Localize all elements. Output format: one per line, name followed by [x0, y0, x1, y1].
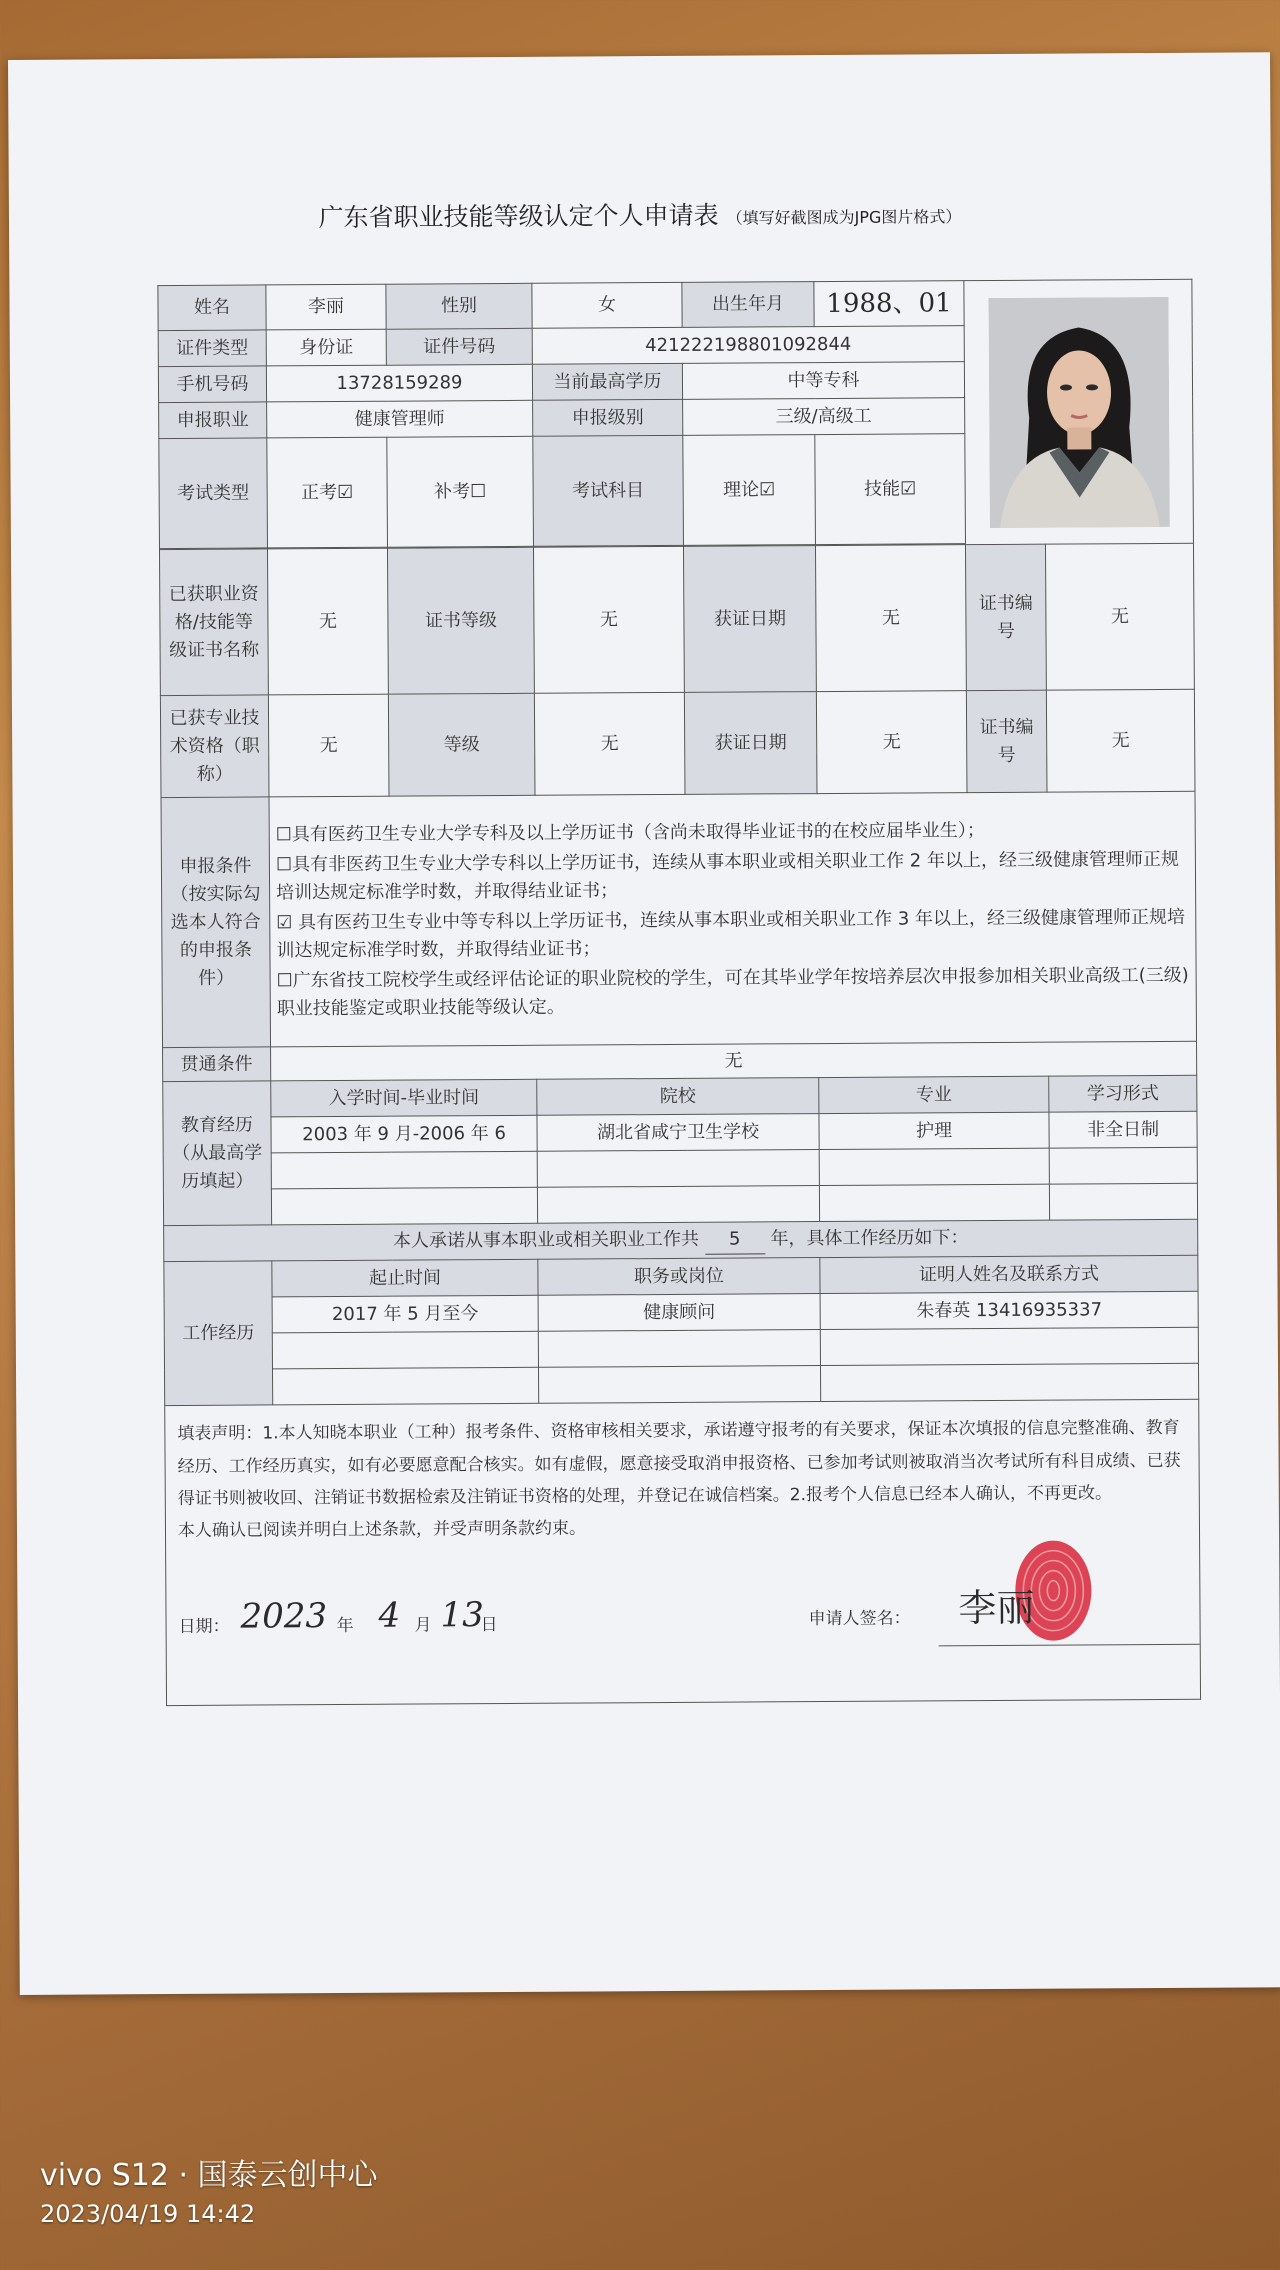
exam-subject-theory: 理论☑ — [683, 435, 816, 546]
edu-header-period: 入学时间-毕业时间 — [271, 1080, 537, 1118]
work-reference: 朱春英 13416935337 — [820, 1292, 1198, 1330]
exam-type-makeup: 补考☐ — [387, 437, 534, 548]
form-title — [9, 192, 1271, 236]
conditions-label: 申报条件（按实际勾选本人符合的申报条件） — [161, 797, 271, 1048]
signature-value: 李丽 — [958, 1586, 1035, 1631]
edu-header-major: 专业 — [819, 1076, 1049, 1113]
vocational-level-value: 无 — [533, 547, 684, 694]
camera-datetime-stamp: 2023/04/19 14:42 — [40, 2200, 256, 2228]
vocational-cert-no-value: 无 — [1045, 544, 1194, 691]
vocational-cert-no-label: 证书编号 — [965, 544, 1046, 690]
work-header-reference: 证明人姓名及联系方式 — [820, 1256, 1198, 1294]
gender-value: 女 — [532, 282, 682, 328]
work-label: 工作经历 — [164, 1261, 273, 1406]
work-header-position: 职务或岗位 — [538, 1258, 820, 1296]
edu-major: 护理 — [819, 1112, 1049, 1149]
id-no-value: 421222198801092844 — [532, 326, 964, 365]
work-period: 2017 年 5 月至今 — [272, 1296, 538, 1334]
tech-date-label: 获证日期 — [684, 692, 817, 795]
tech-cert-no-label: 证书编号 — [966, 690, 1047, 792]
level-value: 三级/高级工 — [683, 398, 965, 436]
declaration-cell — [165, 1400, 1201, 1706]
exam-subject-label: 考试科目 — [533, 436, 684, 547]
signature-row — [178, 1567, 1187, 1653]
name-value: 李丽 — [266, 284, 386, 330]
id-no-label: 证件号码 — [386, 329, 532, 366]
vocational-date-value: 无 — [815, 545, 966, 692]
tech-level-value: 无 — [534, 693, 685, 796]
edu-header-mode: 学习形式 — [1049, 1076, 1197, 1113]
commitment-prefix: 本人承诺从事本职业或相关职业工作共 — [392, 1229, 700, 1253]
signature-label: 申请人签名： — [808, 1608, 911, 1630]
tech-cert-no-value: 无 — [1046, 690, 1195, 793]
photo-cell — [964, 279, 1194, 545]
edu-school: 湖北省咸宁卫生学校 — [537, 1114, 819, 1152]
vocational-level-label: 证书等级 — [387, 548, 534, 695]
edu-period: 2003 年 9 月-2006 年 6 — [271, 1116, 537, 1154]
birth-value: 1988、01 — [814, 281, 964, 327]
date-month-unit: 月 — [414, 1615, 432, 1636]
camera-device-stamp: vivo S12 · 国泰云创中心 — [40, 2158, 378, 2193]
name-label: 姓名 — [158, 285, 266, 331]
commitment-years: 5 — [705, 1226, 765, 1255]
work-position: 健康顾问 — [538, 1294, 820, 1332]
form-title-text: 广东省职业技能等级认定个人申请表 — [318, 200, 719, 233]
date-day-unit: 日 — [480, 1615, 498, 1636]
condition-item: ☑ 具有医药卫生专业中等专科以上学历证书，连续从事本职业或相关职业工作 3 年以上，经三级健康管理师正规培训达规定标准学时数，并取得结业证书； — [276, 906, 1186, 962]
edu-mode: 非全日制 — [1049, 1112, 1197, 1149]
edu-value: 中等专科 — [682, 362, 964, 400]
condition-item: ☐具有医药卫生专业大学专科及以上学历证书（含尚未取得毕业证书的在校应届毕业生）； — [275, 820, 985, 846]
exam-subject-skill: 技能☑ — [815, 434, 966, 545]
date-day: 13 — [440, 1595, 484, 1636]
date-month: 4 — [378, 1595, 401, 1636]
phone-value: 13728159289 — [266, 365, 532, 403]
level-label: 申报级别 — [533, 400, 683, 437]
through-value: 无 — [271, 1042, 1197, 1082]
declaration-confirm: 本人确认已阅读并明白上述条款，并受声明条款约束。 — [177, 1518, 587, 1542]
vocational-date-label: 获证日期 — [683, 546, 816, 693]
condition-item: ☐广东省技工院校学生或经评估论证的职业院校的学生，可在其毕业学年按培养层次申报参加相关职业高级工(三级)职业技能鉴定或职业技能等级认定。 — [276, 964, 1189, 1019]
date-label: 日期： — [178, 1616, 230, 1638]
tech-date-value: 无 — [816, 691, 967, 794]
date-year: 2023 — [240, 1595, 328, 1637]
form-title-note: （填写好截图成为JPG图片格式） — [726, 207, 962, 228]
applicant-photo — [988, 297, 1169, 528]
id-type-label: 证件类型 — [158, 330, 266, 367]
edu-header-school: 院校 — [537, 1078, 819, 1116]
tech-level-label: 等级 — [388, 694, 535, 797]
date-year-unit: 年 — [336, 1616, 354, 1637]
exam-type-label: 考试类型 — [159, 438, 268, 549]
edu-label: 当前最高学历 — [532, 364, 682, 401]
tech-cert-value: 无 — [268, 694, 389, 797]
gender-label: 性别 — [386, 283, 532, 329]
declaration-text: 填表声明：1.本人知晓本职业（工种）报考条件、资格审核相关要求，承诺遵守报考的有关要求，保证本次填报的信息完整准确、教育经历、工作经历真实，如有必要愿意配合核实。如有虚假，愿意接受取消申报资格、已参加考试则被取消当次考试所有科目成绩、已获得证书则被收回、注销证书数据检索及注销证书资格的处理，并登记在诚信档案。2.报考个人信息已经本人确认，不再更改。 — [177, 1418, 1181, 1509]
job-value: 健康管理师 — [267, 401, 533, 439]
application-form-paper — [8, 52, 1280, 1995]
education-label: 教育经历（从最高学历填起） — [163, 1081, 272, 1226]
job-label: 申报职业 — [159, 402, 267, 439]
tech-cert-label: 已获专业技术资格（职称） — [160, 695, 269, 798]
exam-type-normal: 正考☑ — [267, 437, 388, 548]
vocational-cert-value: 无 — [267, 548, 388, 695]
through-label: 贯通条件 — [163, 1047, 271, 1082]
id-type-value: 身份证 — [266, 329, 386, 366]
work-header-period: 起止时间 — [272, 1260, 538, 1298]
conditions-list — [269, 792, 1197, 1048]
application-table — [157, 279, 1201, 1707]
birth-label: 出生年月 — [682, 282, 814, 328]
phone-label: 手机号码 — [158, 366, 266, 403]
commitment-suffix: 年，具体工作经历如下： — [770, 1227, 969, 1250]
vocational-cert-label: 已获职业资格/技能等级证书名称 — [159, 549, 268, 696]
condition-item: ☐具有非医药卫生专业大学专科以上学历证书，连续从事本职业或相关职业工作 2 年以上，经三级健康管理师正规培训达规定标准学时数，并取得结业证书； — [275, 848, 1180, 904]
